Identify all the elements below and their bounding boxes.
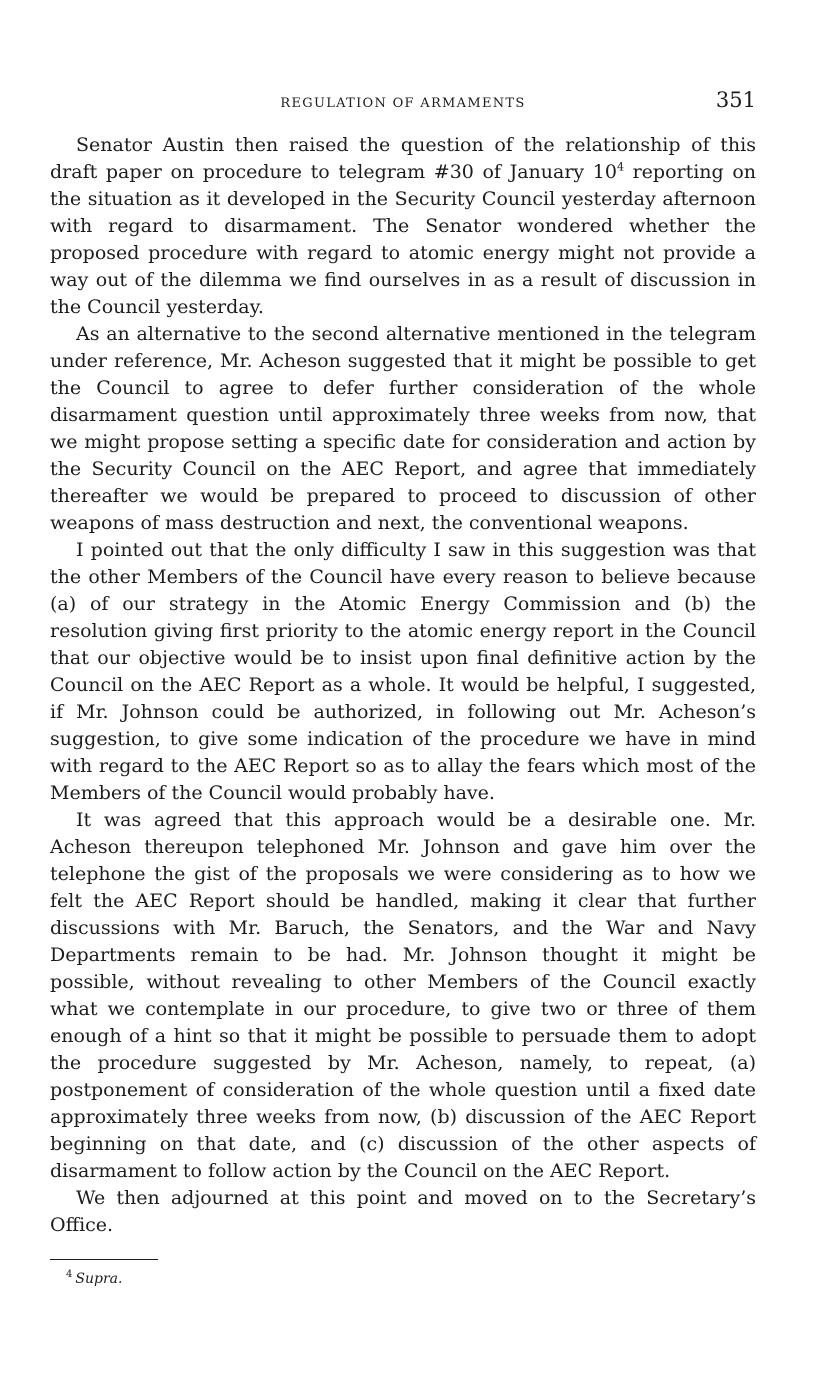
page-number: 351 — [715, 88, 756, 112]
paragraph-1 — [50, 132, 756, 321]
footnote — [50, 1271, 756, 1287]
paragraph-1-text-end: reporting on the situation as it developed in the Security Council yesterday afternoon with regard to disarmament. The Senator wondered whether the proposed procedure with regard to atomic energy might not provide a way out of the dilemma we find ourselves in as a result of discussion in the Council yesterday. — [50, 161, 756, 318]
paragraph-3: I pointed out that the only difficulty I saw in this suggestion was that the other Members of the Council have every reason to believe because (a) of our strategy in the Atomic Energy Commission and (b) the resolution giving first priority to the atomic energy report in the Council that our objective would be to insist upon final definitive action by the Council on the AEC Report as a whole. It would be helpful, I suggested, if Mr. Johnson could be authorized, in following out Mr. Acheson’s suggestion, to give some indication of the procedure we have in mind with regard to the AEC Report so as to allay the fears which most of the Members of the Council would probably have. — [50, 539, 756, 804]
paragraph-4: It was agreed that this approach would be a desirable one. Mr. Acheson thereupon telephoned Mr. Johnson and gave him over the telephone the gist of the proposals we were considering as to how we felt the AEC Report should be handled, making it clear that further discussions with Mr. Baruch, the Senators, and the War and Navy Departments remain to be had. Mr. Johnson thought it might be possible, without revealing to other Members of the Council exactly what we contemplate in our procedure, to give two or three of them enough of a hint so that it might be possible to persuade them to adopt the procedure suggested by Mr. Acheson, namely, to repeat, (a) postponement of consideration of the whole question until a fixed date approximately three weeks from now, (b) discussion of the AEC Report beginning on that date, and (c) discussion of the other aspects of disarmament to follow action by the Council on the AEC Report. — [50, 809, 756, 1182]
footnote-divider — [50, 1259, 158, 1260]
body-text — [50, 132, 756, 1239]
paragraph-1-text-start: Senator Austin then raised the question of the relationship of this draft paper on procedure to telegram #30 of January 10 — [50, 134, 756, 183]
running-head — [50, 88, 756, 120]
footnote-reference: 4 — [616, 160, 624, 174]
paragraph-5: We then adjourned at this point and moved on to the Secretary’s Office. — [50, 1187, 756, 1236]
footnote-text: Supra. — [75, 1271, 123, 1287]
footnote-number: 4 — [66, 1269, 73, 1281]
document-page — [50, 88, 756, 1287]
paragraph-2: As an alternative to the second alternative mentioned in the telegram under reference, Mr. Acheson suggested that it might be possible to get the Council to agree to defer further consideration of the whole disarmament question until approximately three weeks from now, that we might propose setting a specific date for consideration and action by the Security Council on the AEC Report, and agree that immediately thereafter we would be prepared to proceed to discussion of other weapons of mass destruction and next, the conventional weapons. — [50, 323, 756, 534]
running-title: REGULATION OF ARMAMENTS — [280, 96, 526, 111]
